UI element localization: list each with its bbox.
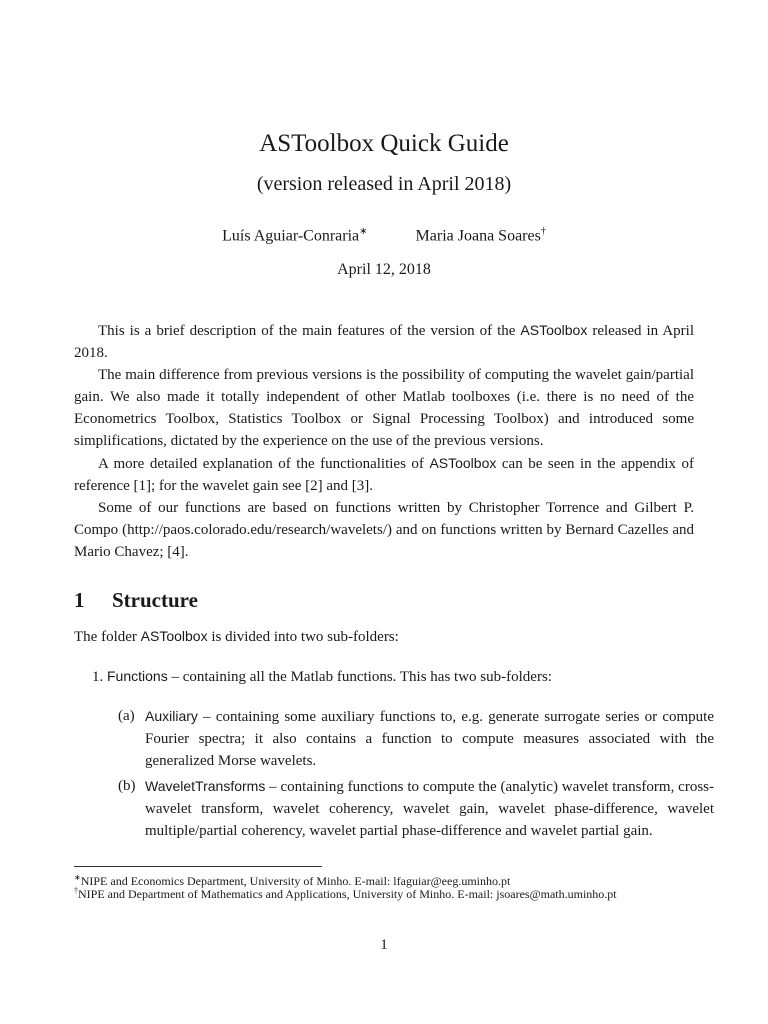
section-heading [74, 588, 198, 613]
footnote-mark: ∗ [359, 226, 368, 237]
text-run: The folder [74, 629, 141, 645]
section-number: 1 [74, 588, 85, 612]
author-1 [222, 226, 367, 245]
author-name: Luís Aguiar-Conraria [222, 227, 360, 245]
footnote-rule [74, 866, 322, 867]
paper-title: ASToolbox Quick Guide [259, 130, 509, 157]
page-number: 1 [380, 937, 388, 953]
footnote-text: NIPE and Department of Mathematics and Applications, University of Minho. E-mail: jsoares@math.uminho.pt [78, 887, 617, 901]
text-run: can be seen in the appendix of reference [1]; for the wavelet gain see [2] and [3]. [74, 456, 694, 494]
structure-intro [74, 628, 399, 646]
text-run: – containing functions to compute the (analytic) wavelet transform, cross-wavelet transform, wavelet coherency, wavelet gain, wavelet phase-difference, wavelet multiple/partial coherency, wavelet partial phase-difference and wavelet partial gain. [145, 779, 714, 839]
sub-list-text [145, 775, 714, 842]
paper-date: April 12, 2018 [337, 261, 431, 278]
author-name: Maria Joana Soares [415, 227, 541, 245]
footnote-mark: † [74, 886, 78, 895]
footnote-text: NIPE and Economics Department, University of Minho. E-mail: lfaguiar@eeg.uminho.pt [80, 874, 511, 888]
sub-list-item [118, 705, 714, 772]
text-run: This is a brief description of the main features of the version of the [98, 323, 521, 339]
sub-list-item [118, 775, 714, 842]
footnote [74, 883, 694, 902]
abstract-paragraph-3 [74, 452, 694, 497]
footnote-mark: ∗ [74, 873, 81, 882]
text-run: – containing some auxiliary functions to, e.g. generate surrogate series or compute Fourier spectra; it also contains a function to compute measures associated with the generalized Morse wavelets. [145, 709, 714, 769]
section-title: Structure [112, 588, 198, 612]
sub-list-label: (b) [118, 778, 136, 794]
text-run: released in April 2018. [74, 323, 694, 361]
author-list [0, 226, 768, 245]
folder-name: Functions [107, 668, 168, 684]
toolbox-name: ASToolbox [429, 455, 497, 471]
abstract-paragraph-4: Some of our functions are based on functions written by Christopher Torrence and Gilbert P. Compo (http://paos.colorado.edu/research/wavelets/) and on functions written by Bernard Cazelles and Mario Chavez; [4]. [74, 500, 694, 560]
folder-name: Auxiliary [145, 708, 198, 724]
toolbox-name: ASToolbox [140, 628, 208, 644]
folder-name: WaveletTransforms [145, 778, 266, 794]
list-item-text: – containing all the Matlab functions. This has two sub-folders: [167, 669, 552, 685]
paper-subtitle: (version released in April 2018) [256, 173, 512, 195]
author-2 [416, 226, 546, 245]
list-number: 1. [92, 669, 104, 685]
list-item [92, 668, 552, 686]
abstract-paragraph-2: The main difference from previous versions is the possibility of computing the wavelet gain/partial gain. We also made it totally independent of other Matlab toolboxes (i.e. there is no need of the Econometrics Toolbox, Statistics Toolbox or Signal Processing Toolbox) and introduced some simplifications, dictated by the experience on the use of the previous versions. [74, 367, 694, 449]
sub-list-label: (a) [118, 708, 135, 724]
abstract [74, 319, 694, 563]
text-run: A more detailed explanation of the functionalities of [98, 456, 430, 472]
abstract-paragraph-1 [74, 319, 694, 364]
sub-list-text [145, 705, 714, 772]
toolbox-name: ASToolbox [520, 322, 588, 338]
footnote-mark: † [540, 226, 546, 237]
text-run: is divided into two sub-folders: [207, 629, 399, 645]
